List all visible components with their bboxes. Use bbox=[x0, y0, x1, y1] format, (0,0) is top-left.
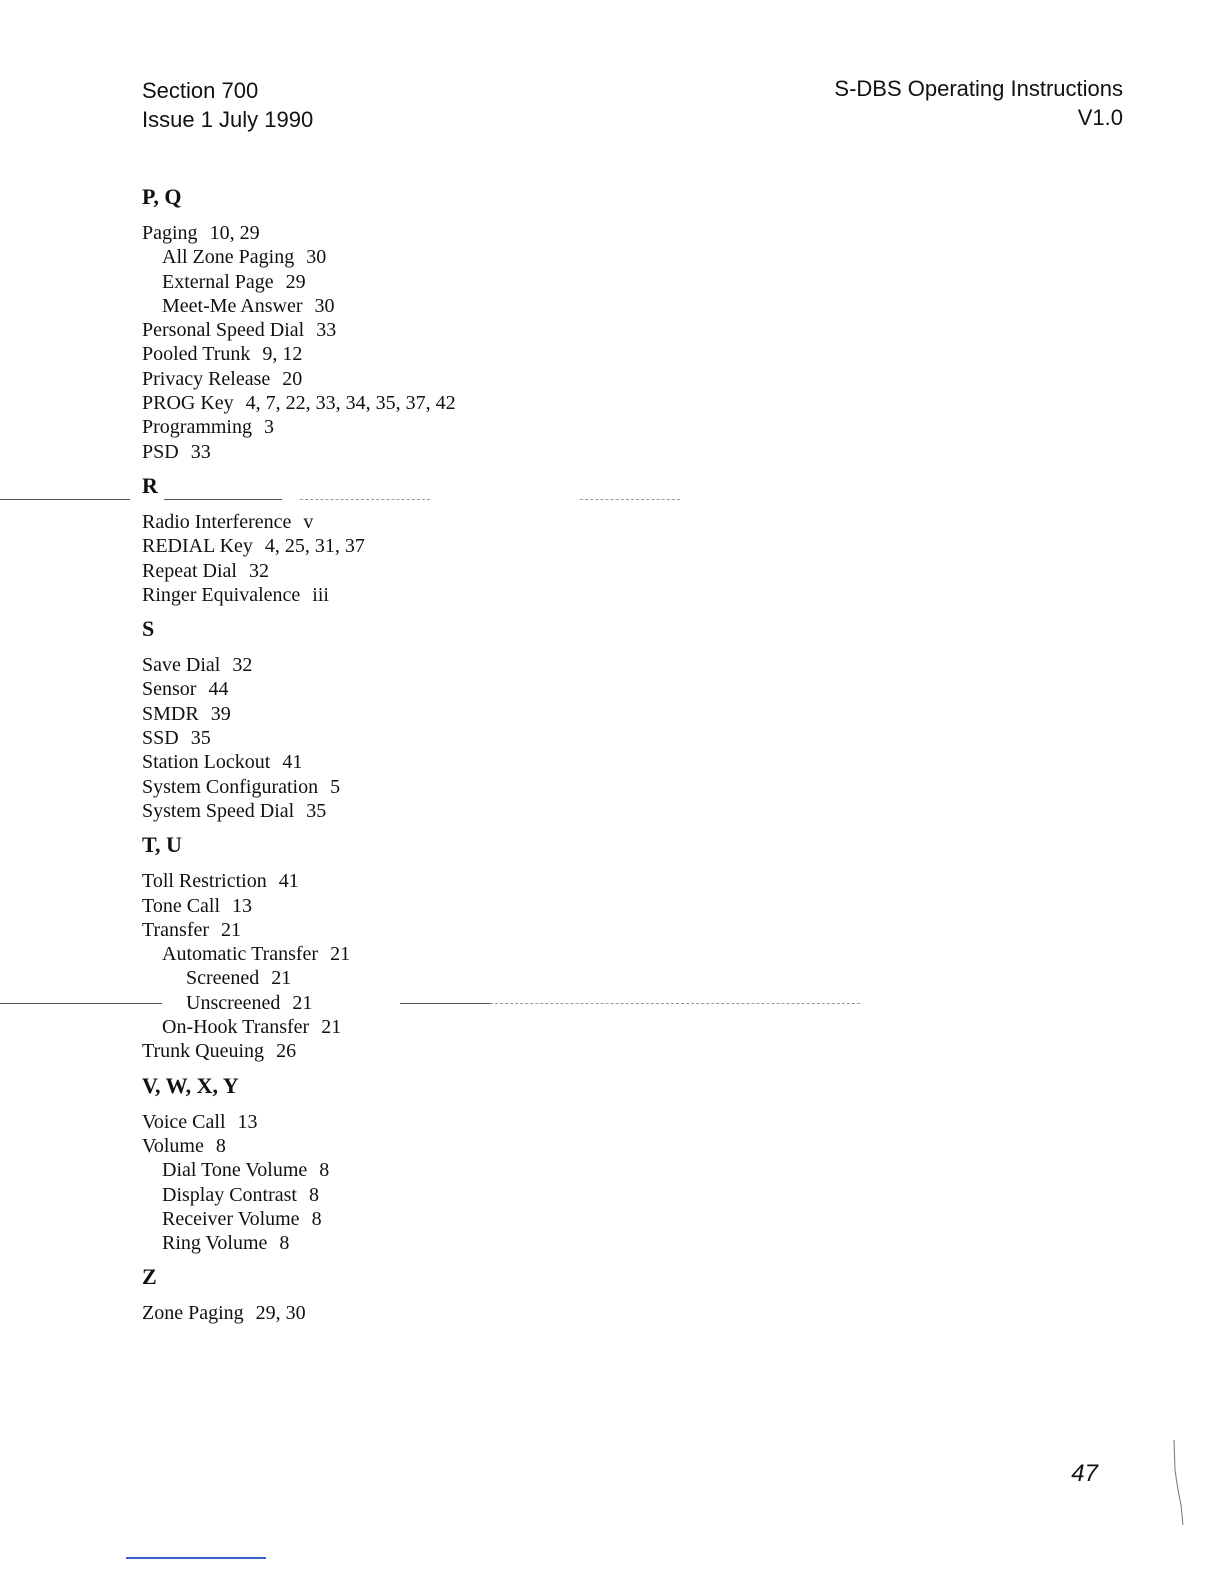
section-heading: T, U bbox=[142, 832, 182, 858]
index-entry bbox=[142, 245, 842, 269]
index-section bbox=[142, 183, 842, 464]
entry-term: Personal Speed Dial bbox=[142, 319, 305, 342]
entry-term: Volume bbox=[142, 1134, 204, 1157]
entry-term: Repeat Dial bbox=[142, 559, 237, 582]
index-entry bbox=[142, 869, 842, 893]
scan-edge-mark bbox=[1172, 1440, 1186, 1530]
index-entry bbox=[142, 415, 842, 439]
entry-term: Automatic Transfer bbox=[162, 943, 319, 966]
index-entry bbox=[142, 1301, 842, 1325]
entry-pages: 35 bbox=[306, 799, 327, 822]
index-entry bbox=[142, 1207, 842, 1231]
scan-rule bbox=[400, 1003, 490, 1004]
index-entry bbox=[142, 367, 842, 391]
entry-pages: 21 bbox=[221, 918, 242, 941]
index-entry bbox=[142, 918, 842, 942]
index-entry bbox=[142, 583, 842, 607]
index-entry bbox=[142, 1183, 842, 1207]
entry-pages: 41 bbox=[282, 751, 303, 774]
entry-pages: 5 bbox=[330, 775, 341, 798]
index-entry bbox=[142, 799, 842, 823]
entry-term: Zone Paging bbox=[142, 1302, 244, 1325]
entry-pages: 21 bbox=[330, 943, 351, 966]
index-entry bbox=[142, 270, 842, 294]
entry-term: Ringer Equivalence bbox=[142, 583, 301, 606]
entry-term: Transfer bbox=[142, 918, 210, 941]
entry-list bbox=[142, 510, 842, 607]
entry-pages: 29, 30 bbox=[255, 1302, 306, 1325]
entry-list bbox=[142, 1301, 842, 1325]
index-entry bbox=[142, 221, 842, 245]
entry-pages: 26 bbox=[276, 1040, 297, 1063]
scan-rule bbox=[300, 499, 430, 500]
entry-list bbox=[142, 221, 842, 464]
index-section bbox=[142, 472, 842, 607]
index-entry bbox=[142, 726, 842, 750]
index-entry bbox=[142, 1231, 842, 1255]
index-entry bbox=[142, 342, 842, 366]
scan-rule bbox=[580, 499, 680, 500]
entry-term: Paging bbox=[142, 222, 198, 244]
entry-term: Pooled Trunk bbox=[142, 343, 251, 366]
entry-pages: 8 bbox=[311, 1207, 322, 1230]
index-section bbox=[142, 831, 842, 1063]
entry-term: Station Lockout bbox=[142, 751, 271, 774]
page-number: 47 bbox=[1071, 1460, 1098, 1487]
index-entry bbox=[142, 440, 842, 464]
entry-pages: 33 bbox=[316, 319, 337, 342]
section-label: Section 700 bbox=[142, 78, 259, 103]
index-entry bbox=[142, 510, 842, 534]
entry-term: PSD bbox=[142, 440, 179, 463]
entry-term: Screened bbox=[186, 967, 260, 990]
entry-pages: 8 bbox=[279, 1232, 290, 1255]
entry-pages: 4, 7, 22, 33, 34, 35, 37, 42 bbox=[245, 392, 456, 415]
index-entry bbox=[142, 1134, 842, 1158]
entry-pages: 33 bbox=[190, 440, 211, 463]
scan-rule bbox=[0, 499, 130, 500]
entry-term: System Speed Dial bbox=[142, 799, 295, 822]
entry-term: Radio Interference bbox=[142, 510, 292, 533]
section-heading: S bbox=[142, 616, 155, 642]
footer-line bbox=[126, 1557, 266, 1559]
page-header-left bbox=[142, 76, 313, 134]
entry-pages: 39 bbox=[210, 702, 231, 725]
index-entry bbox=[142, 894, 842, 918]
index-entry bbox=[142, 559, 842, 583]
index-entry bbox=[142, 534, 842, 558]
entry-pages: v bbox=[303, 510, 314, 533]
index-section bbox=[142, 615, 842, 823]
entry-list bbox=[142, 869, 842, 1063]
index-entry bbox=[142, 318, 842, 342]
entry-list bbox=[142, 653, 842, 823]
entry-term: Display Contrast bbox=[162, 1183, 297, 1206]
entry-pages: 9, 12 bbox=[262, 343, 303, 366]
entry-pages: 41 bbox=[278, 870, 299, 893]
entry-term: All Zone Paging bbox=[162, 246, 295, 269]
entry-term: Voice Call bbox=[142, 1110, 226, 1133]
entry-pages: 8 bbox=[319, 1159, 330, 1182]
scan-rule bbox=[164, 499, 282, 500]
entry-pages: 21 bbox=[321, 1016, 342, 1039]
section-heading: R bbox=[142, 472, 158, 498]
entry-pages: 44 bbox=[208, 678, 229, 701]
entry-pages: 8 bbox=[309, 1183, 319, 1206]
index-body bbox=[142, 183, 842, 1334]
entry-term: Save Dial bbox=[142, 654, 221, 677]
entry-pages: 35 bbox=[190, 727, 211, 750]
index-entry bbox=[142, 942, 842, 966]
entry-term: Toll Restriction bbox=[142, 870, 267, 893]
entry-term: Programming bbox=[142, 416, 252, 439]
entry-term: SSD bbox=[142, 727, 179, 750]
index-entry bbox=[142, 677, 842, 701]
page-header-right bbox=[834, 74, 1123, 132]
entry-term: PROG Key bbox=[142, 392, 234, 415]
index-section bbox=[142, 1072, 842, 1256]
index-entry bbox=[142, 1039, 842, 1063]
entry-pages: 8 bbox=[215, 1134, 226, 1157]
entry-pages: 3 bbox=[264, 416, 274, 439]
scan-rule bbox=[490, 1003, 860, 1004]
entry-term: Trunk Queuing bbox=[142, 1040, 265, 1063]
section-heading: Z bbox=[142, 1264, 157, 1290]
section-heading: V, W, X, Y bbox=[142, 1072, 239, 1098]
index-section bbox=[142, 1263, 842, 1325]
entry-term: On-Hook Transfer bbox=[162, 1016, 310, 1039]
entry-term: SMDR bbox=[142, 702, 199, 725]
entry-term: Meet-Me Answer bbox=[162, 294, 303, 317]
entry-term: Privacy Release bbox=[142, 367, 271, 390]
entry-term: Ring Volume bbox=[162, 1232, 268, 1255]
entry-term: System Configuration bbox=[142, 775, 319, 798]
entry-pages: 29 bbox=[285, 270, 306, 293]
entry-pages: 32 bbox=[232, 654, 253, 677]
index-entry bbox=[142, 775, 842, 799]
entry-pages: 4, 25, 31, 37 bbox=[264, 535, 365, 558]
entry-pages: iii bbox=[312, 583, 329, 606]
entry-pages: 20 bbox=[282, 367, 303, 390]
index-entry bbox=[142, 1015, 842, 1039]
index-entry bbox=[142, 1158, 842, 1182]
index-entry bbox=[142, 702, 842, 726]
entry-term: Tone Call bbox=[142, 894, 221, 917]
entry-pages: 21 bbox=[271, 967, 292, 990]
index-entry bbox=[142, 653, 842, 677]
index-entry bbox=[142, 1110, 842, 1134]
entry-pages: 30 bbox=[314, 294, 335, 317]
entry-list bbox=[142, 1110, 842, 1256]
entry-term: REDIAL Key bbox=[142, 535, 253, 558]
scan-rule bbox=[0, 1003, 162, 1004]
entry-term: External Page bbox=[162, 270, 274, 293]
issue-label: Issue 1 July 1990 bbox=[142, 107, 314, 132]
entry-term: Sensor bbox=[142, 678, 197, 701]
entry-term: Dial Tone Volume bbox=[162, 1159, 308, 1182]
entry-term: Unscreened bbox=[186, 991, 281, 1014]
entry-pages: 30 bbox=[306, 246, 327, 269]
version-label: V1.0 bbox=[1077, 105, 1123, 130]
entry-term: Receiver Volume bbox=[162, 1207, 300, 1230]
entry-pages: 13 bbox=[237, 1110, 258, 1133]
index-entry bbox=[142, 966, 842, 990]
entry-pages: 32 bbox=[248, 559, 269, 582]
entry-pages: 10, 29 bbox=[209, 222, 260, 244]
entry-pages: 21 bbox=[292, 991, 313, 1014]
document-title: S-DBS Operating Instructions bbox=[834, 76, 1123, 101]
entry-pages: 13 bbox=[232, 894, 253, 917]
index-entry bbox=[142, 750, 842, 774]
index-entry bbox=[142, 294, 842, 318]
section-heading: P, Q bbox=[142, 184, 182, 209]
index-entry bbox=[142, 391, 842, 415]
